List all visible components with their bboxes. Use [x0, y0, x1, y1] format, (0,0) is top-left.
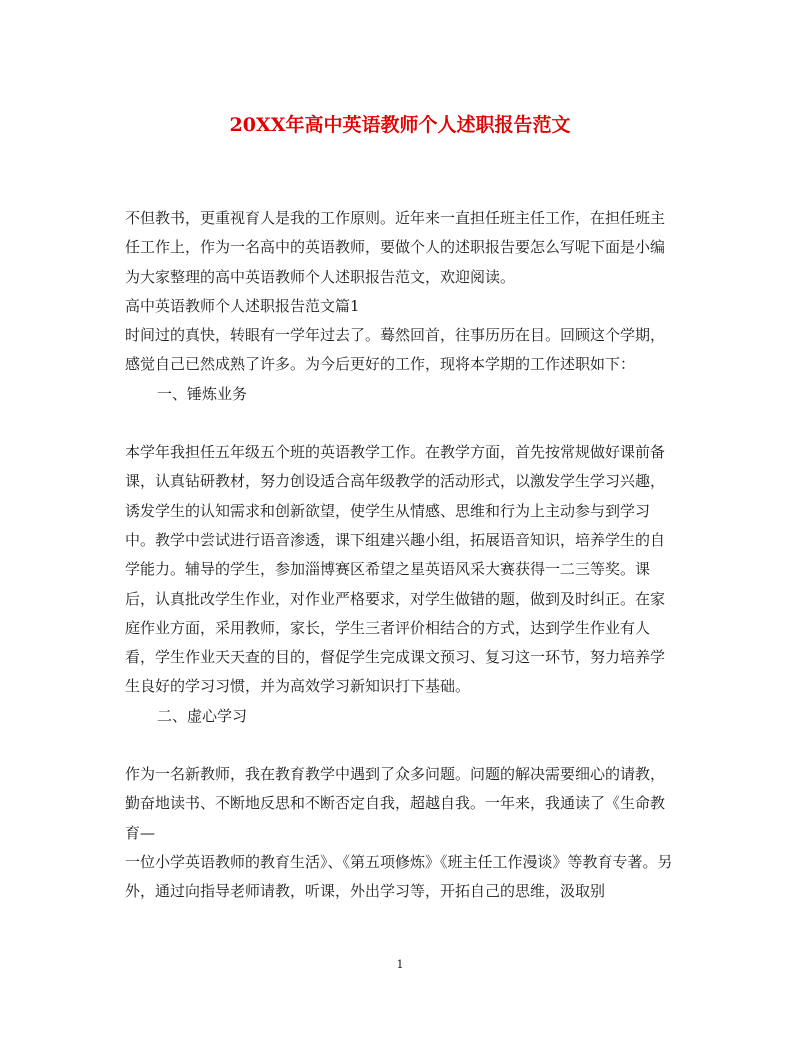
heading-2: 二、虚心学习 — [157, 706, 248, 725]
paragraph-gap — [125, 731, 677, 760]
teaching-paragraph: 本学年我担任五年级五个班的英语教学工作。在教学方面，首先按常规做好课前备课，认真钻研教材，努力创设适合高年级教学的活动形式，以激发学生学习兴趣，诱发学生的认知需求和创新欲望，使学生从情感、思维和行为上主动参与到学习中。教学中尝试进行语音渗透，课下组建兴趣小组，拓展语音知识，培养学生的自学能力。辅导的学生，参加淄博赛区希望之星英语风采大赛获得一二三等奖。课后，认真批改学生作业，对作业严格要求，对学生做错的题，做到及时纠正。在家庭作业方面，采用教师，家长，学生三者评价相结合的方式，达到学生作业有人看，学生作业天天查的目的，督促学生完成课文预习、复习这一环节，努力培养学生良好的学习习惯，并为高效学习新知识打下基础。 — [125, 443, 666, 696]
opening-paragraph: 时间过的真快，转眼有一学年过去了。蓦然回首，往事历历在目。回顾这个学期，感觉自己已然成熟了许多。为今后更好的工作，现将本学期的工作述职如下： — [125, 326, 666, 374]
learning-paragraph-part2: 一位小学英语教师的教育生活》、《第五项修炼》《班主任工作漫谈》等教育专著。另外，通过向指导老师请教，听课，外出学习等，开拓自己的思维，汲取别 — [125, 852, 673, 901]
learning-paragraph-part1: 作为一名新教师，我在教育教学中遇到了众多问题。问题的解决需要细心的请教，勤奋地读书、不断地反思和不断否定自我，超越自我。一年来，我通读了《生命教育— — [125, 765, 666, 842]
document-body — [125, 204, 677, 907]
page-number: 1 — [396, 958, 404, 971]
document-title: 20XX年高中英语教师个人述职报告范文 — [229, 114, 571, 136]
paragraph-gap — [125, 409, 677, 438]
heading-1: 一、锤炼业务 — [157, 384, 248, 403]
intro-paragraph: 不但教书，更重视育人是我的工作原则。近年来一直担任班主任工作，在担任班主任工作上，作为一名高中的英语教师，要做个人的述职报告要怎么写呢下面是小编为大家整理的高中英语教师个人述职报告范文，欢迎阅读。 — [125, 209, 666, 286]
section-title: 高中英语教师个人述职报告范文篇1 — [125, 296, 360, 315]
